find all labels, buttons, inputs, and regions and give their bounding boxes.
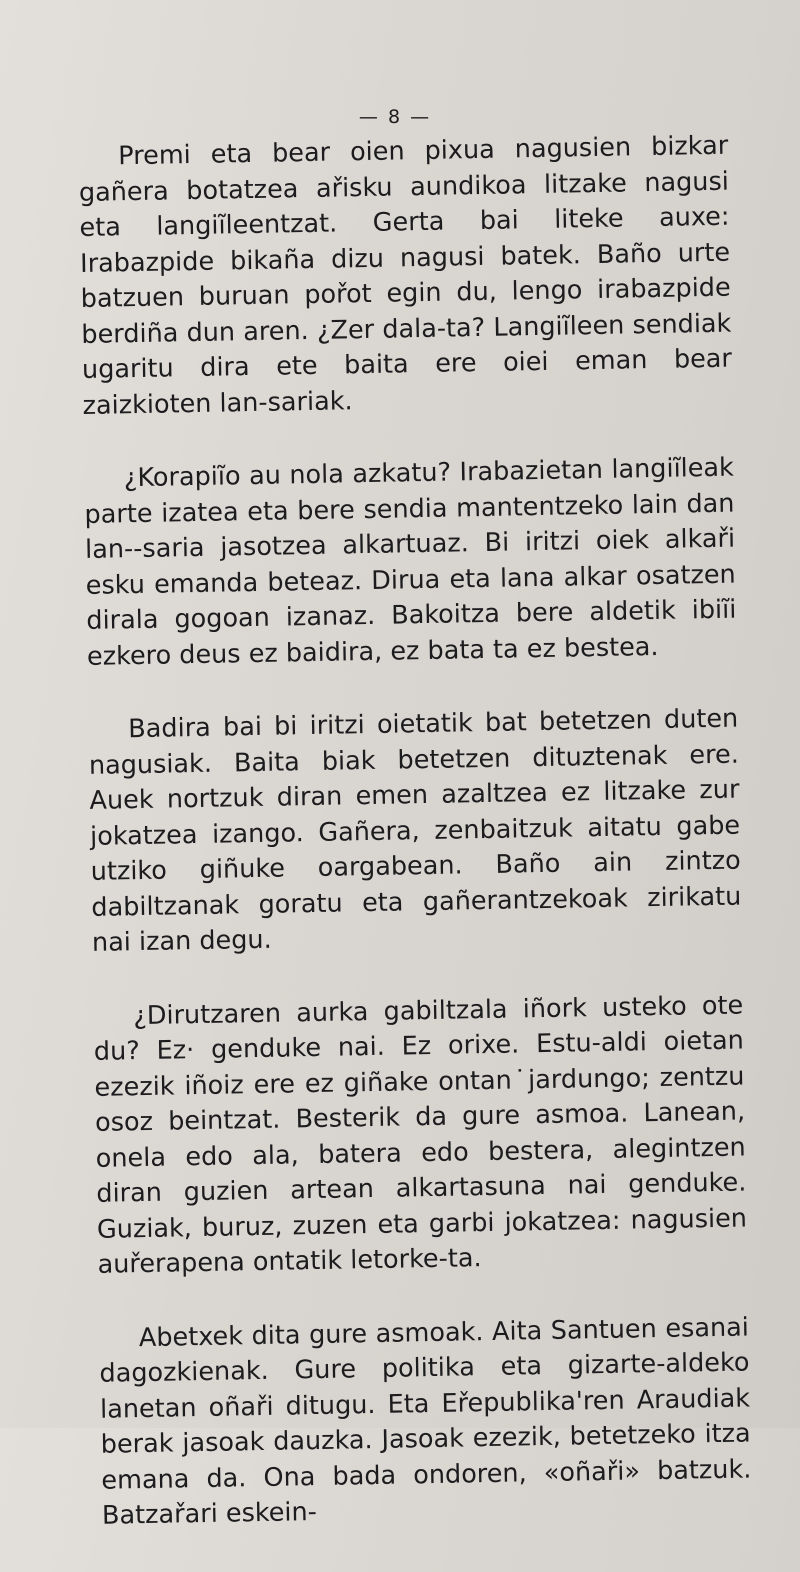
paragraph-1: Premi eta bear oien pixua nagusien bizkar gañera botatzea ařisku aundikoa litzake nagusi eta langiĩleentzat. Gerta bai liteke auxe: Irabazpide bikaña dizu nagusi batek. Baño urte batzuen buruan pořot egin du, lengo irabazpide berdiña dun aren. ¿Zer dala-ta? Langiĩleen sendiak ugaritu dira ete baita ere oiei eman bear zaizkioten lan-sariak. — [78, 130, 733, 421]
paragraph-2: ¿Korapiĩo au nola azkatu? Irabazietan langiĩleak parte izatea eta bere sendia mantentzeko lain dan lan--saria jasotzea alkartuaz. Bi iritzi oiek alkaři esku emanda beteaz. Dirua eta lana alkar osatzen dirala gogoan izanaz. Bakoitza bere aldetik ibiĩi ezkero deus ez baidira, ez bata ta ez bestea. — [84, 452, 737, 672]
body-text — [78, 129, 753, 1572]
paragraph-4: ¿Dirutzaren aurka gabiltzala iñork usteko ote du? Ez· genduke nai. Ez orixe. Estu-aldi oietan ezezik iñoiz ere ez giñake ontan˙jardungo; zentzu osoz beintzat. Besterik da gure asmoa. Lanean, onela edo ala, batera edo bestera, alegintzen diran guzien artean alkartasuna nai genduke. Guziak, buruz, zuzen eta garbi jokatzea: nagusien auřerapena ontatik letorke-ta. — [93, 990, 748, 1280]
paragraph-5: Abetxek dita gure asmoak. Aita Santuen esanai dagozkienak. Gure politika eta gizarte-aldeko lanetan oñaři ditugu. Eta Eřepublika'ren Araudiak berak jasoak dauzka. Jasoak ezezik, betetzeko itza emana da. Ona bada ondoren, «oñaři» batzuk. Batzařari eskein- — [99, 1311, 752, 1531]
paragraph-3: Badira bai bi iritzi oietatik bat betetzen duten nagusiak. Baita biak betetzen dituztenak ere. Auek nortzuk diran emen azaltzea ez litzake zur jokatzea izango. Gañera, zenbaitzuk aitatu gabe utziko giñuke oargabean. Baño ain zintzo dabiltzanak goratu eta gañerantzekoak zirikatu nai izan degu. — [88, 703, 742, 958]
page-number: — 8 — — [358, 106, 432, 128]
